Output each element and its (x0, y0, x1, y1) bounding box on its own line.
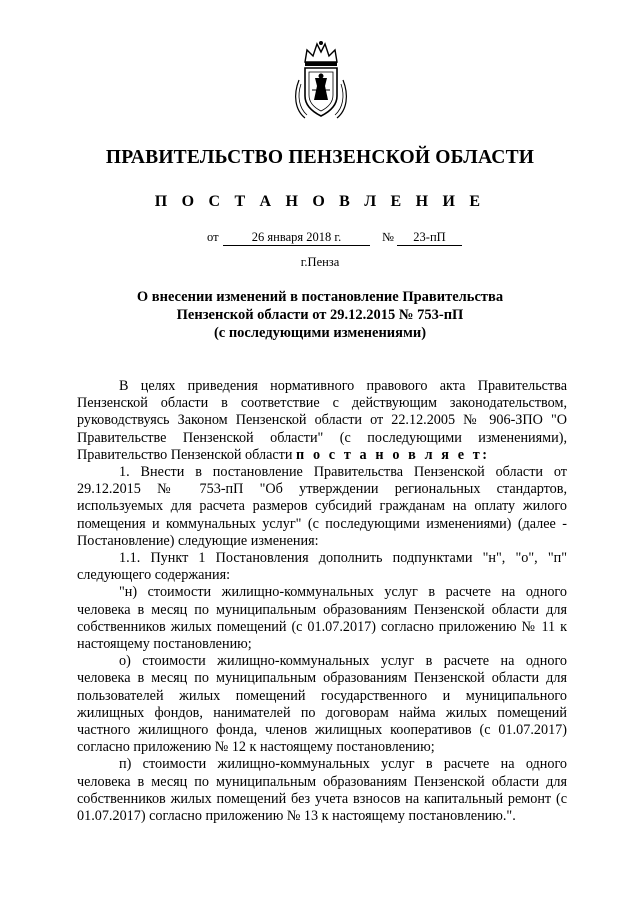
paragraph: 1. Внести в постановление Правительства Пензенской области от 29.12.2015 № 753-пП "Об утверждении региональных стандартов, используемых для расчета размеров субсидий гражданам на оплату жилого помещения и коммунальных услуг" (с последующими изменениями) (далее - Постановление) следующие изменения: (77, 464, 567, 549)
date-underline (223, 245, 370, 246)
number-sign: № (382, 230, 394, 244)
date-value: 26 января 2018 г. (251, 230, 342, 244)
number-value: 23-пП (413, 230, 446, 244)
subject-line: (с последующими изменениями) (213, 325, 427, 341)
subject-heading (120, 288, 520, 342)
paragraph: 1.1. Пункт 1 Постановления дополнить подпунктами "н", "о", "п" следующего содержания: (77, 550, 567, 584)
number-underline (397, 245, 462, 246)
paragraph: "н) стоимости жилищно-коммунальных услуг в расчете на одного человека в месяц по муниципальным образованиям Пензенской области для собственников жилых помещений (с 01.07.2017) согласно приложению № 11 к настоящему постановлению; (77, 584, 567, 653)
document-body (77, 378, 567, 825)
paragraph (77, 378, 567, 464)
city: г.Пенза (300, 255, 340, 269)
paragraph-text: В целях приведения нормативного правового акта Правительства Пензенской области в соответствие с действующим законодательством, руководствуясь Законом Пензенской области от 22.12.2005 № 906-ЗПО "О Правительстве Пензенской области" (с последующими изменениями), Правительство Пензенской области (77, 378, 567, 463)
paragraph: о) стоимости жилищно-коммунальных услуг в расчете на одного человека в месяц по муниципальным образованиям Пензенской области для пользователей жилых помещений государственного и муниципального жилищных фондов, нанимателей по договорам найма жилых помещений частного жилищного фонда, членов жилищных кооперативов (с 01.07.2017) согласно приложению № 12 к настоящему постановлению; (77, 653, 567, 756)
date-number-line (0, 230, 640, 248)
subject-line: Пензенской области от 29.12.2015 № 753-пП (176, 307, 464, 323)
paragraph: п) стоимости жилищно-коммунальных услуг в расчете на одного человека в месяц по муниципальным образованиям Пензенской области для собственников жилых помещений без учета взносов на капитальный ремонт (с 01.07.2017) согласно приложению № 13 к настоящему постановлению.". (77, 756, 567, 825)
document-type: П О С Т А Н О В Л Е Н И Е (154, 193, 486, 210)
date-prefix: от (207, 230, 219, 244)
decree-word: п о с т а н о в л я е т: (296, 446, 490, 463)
coat-of-arms-icon (291, 40, 351, 122)
subject-line: О внесении изменений в постановление Правительства (136, 289, 504, 305)
authority-title: ПРАВИТЕЛЬСТВО ПЕНЗЕНСКОЙ ОБЛАСТИ (105, 147, 535, 168)
